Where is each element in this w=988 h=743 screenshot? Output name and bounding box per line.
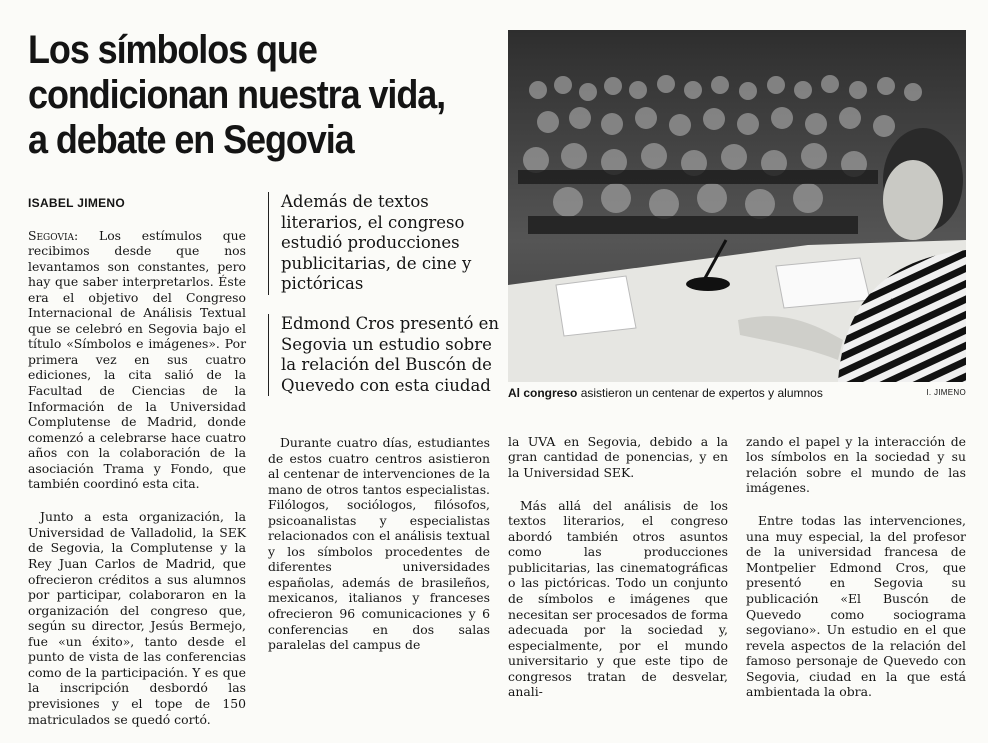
caption-bold: Al congreso [508,386,578,400]
column-2: Durante cuatro días, estudiantes de estos cuatro centros asistieron al centenar de intervenciones de la mano de otros tantos especialistas. Filólogos, sociólogos, filósofos, psicoanalistas y especialistas relacionados con el análisis textual y los símbolos procedentes de diferentes universidades españolas, además de brasileños, mexicanos, italianos y franceses ofrecieron 96 comunicaciones y 6 conferencias en dos salas paralelas del campus de [268,435,490,653]
headline-line-2: condicionan nuestra vida, [28,73,446,117]
dateline: Segovia: [28,227,79,243]
photo-credit: I. JIMENO [926,388,966,397]
column-3 [508,418,728,715]
author-byline: ISABEL JIMENO [28,196,126,210]
col1-paragraph-2: Junto a esta organización, la Universidad de Valladolid, la SEK de Segovia, la Complutense y la Rey Juan Carlos de Madrid, que ofrecieron créditos a sus alumnos por participar, colaboraron en la organización del congreso que, según su director, Jesús Bermejo, fue «un éxito», tanto desde el punto de vista de las conferencias como de la participación. Y es que la inscripción desbordó las previsiones y el tope de 150 matriculados se quedó cortó. [28,509,246,727]
photo-caption [508,386,966,404]
headline-line-1: Los símbolos que [28,28,317,72]
col4-paragraph-2: Entre todas las intervenciones, una muy especial, la del profesor de la universidad francesa de Montpelier Edmond Cros, que presentó en Segovia su publicación «El Buscón de Quevedo como sociograma segoviano». Un estudio en el que revela aspectos de la relación del famoso personaje de Quevedo con Segovia, ciudad en la que está ambientada la obra. [746,513,966,700]
pull-quote-2: Edmond Cros presentó en Segovia un estudio sobre la relación del Buscón de Quevedo con esta ciudad [268,314,501,396]
caption-text: asistieron un centenar de expertos y alumnos [577,386,823,400]
photo-illustration [508,30,966,382]
col4-paragraph-1: zando el papel y la interacción de los símbolos en la sociedad y su relación sobre el mundo de las imágenes. [746,433,966,496]
col3-paragraph-1: la UVA en Segovia, debido a la gran cantidad de ponencias, y en la Universidad SEK. [508,433,728,480]
col1-paragraph-1 [28,228,246,492]
col1-p1-text: Los estímulos que recibimos desde que nos levantamos son constantes, pero hay que saber interpretarlos. Éste era el objetivo del Congreso Internacional de Análisis Textual que se celebró en Segovia bajo el título «Símbolos e imágenes». Por primera vez en sus cuatro ediciones, la cita salió de la Facultad de Ciencias de la Información de la Universidad Complutense de Madrid, donde comenzó a celebrarse hace cuatro años con la colaboración de la asociación Trama y Fondo, que también coordinó esta cita. [28,227,246,492]
column-1 [28,212,246,743]
col3-paragraph-2: Más allá del análisis de los textos literarios, el congreso abordó también otros asuntos como las producciones publicitarias, las cinematográficas o las pictóricas. Todo un conjunto de símbolos e imágenes que necesitan ser procesados de forma adecuada por la sociedad y, especialmente, por el mundo universitario y que este tipo de congresos tratan de desvelar, anali- [508,497,728,700]
audience-photo [508,30,966,382]
headline [28,28,501,163]
column-4 [746,418,966,715]
headline-line-3: a debate en Segovia [28,118,354,162]
pull-quote-1: Además de textos literarios, el congreso estudió producciones publicitarias, de cine y pictóricas [268,192,501,295]
